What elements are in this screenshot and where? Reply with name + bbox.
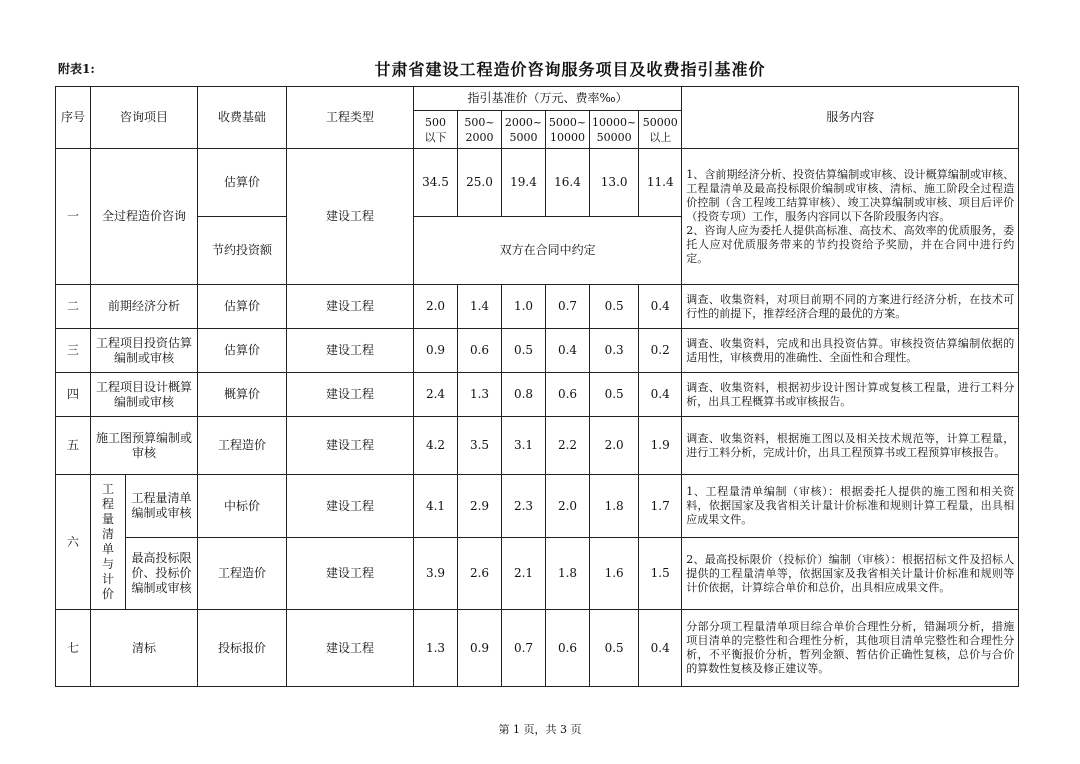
row-service: 调查、收集资料，完成和出具投资估算。审核投资估算编制依据的适用性，审核费用的准确性、全面性和合理性。: [682, 329, 1019, 373]
value-cell: 1.0: [502, 285, 546, 329]
table-row: [56, 475, 1019, 538]
row-item: 最高投标限价、投标价编制或审核: [126, 538, 198, 610]
value-cell: 11.4: [639, 149, 682, 217]
table-row: [56, 417, 1019, 475]
table-row: [56, 538, 1019, 610]
table-row: [56, 149, 1019, 217]
value-cell: 0.5: [590, 285, 639, 329]
group-label: 工程量清单与计价: [101, 482, 114, 601]
value-cell: 0.7: [502, 610, 546, 687]
value-cell: 0.8: [502, 373, 546, 417]
row-service: [682, 149, 1019, 285]
row-basis: 估算价: [198, 285, 287, 329]
value-cell: 2.0: [546, 475, 590, 538]
row-service: 调查、收集资料，对项目前期不同的方案进行经济分析，在技术可行性的前提下，推荐经济合理的最优的方案。: [682, 285, 1019, 329]
value-cell: 0.7: [546, 285, 590, 329]
row-project-type: 建设工程: [287, 329, 414, 373]
row-seq: 二: [56, 285, 91, 329]
value-cell: 0.5: [502, 329, 546, 373]
value-cell: 16.4: [546, 149, 590, 217]
value-cell: 0.4: [639, 285, 682, 329]
value-cell: 0.4: [546, 329, 590, 373]
value-cell: 1.8: [546, 538, 590, 610]
value-cell: 4.1: [414, 475, 458, 538]
value-cell: 2.4: [414, 373, 458, 417]
row-basis: 中标价: [198, 475, 287, 538]
value-cell: 0.2: [639, 329, 682, 373]
value-cell: 1.6: [590, 538, 639, 610]
row-item: 前期经济分析: [91, 285, 198, 329]
row-item: 工程项目投资估算编制或审核: [91, 329, 198, 373]
row-project-type: 建设工程: [287, 285, 414, 329]
header-range: 500~ 2000: [458, 111, 502, 149]
row-project-type: 建设工程: [287, 610, 414, 687]
value-cell: 2.3: [502, 475, 546, 538]
row-item: 全过程造价咨询: [91, 149, 198, 285]
value-cell: 2.0: [414, 285, 458, 329]
row-basis: 估算价: [198, 329, 287, 373]
row-project-type: 建设工程: [287, 538, 414, 610]
table-row: [56, 285, 1019, 329]
row-seq: 一: [56, 149, 91, 285]
header-price-group: 指引基准价（万元、费率‰）: [414, 87, 682, 111]
row-basis: 工程造价: [198, 417, 287, 475]
row-project-type: 建设工程: [287, 475, 414, 538]
row-seq: 六: [56, 475, 91, 610]
row-basis: 概算价: [198, 373, 287, 417]
table-row: [56, 373, 1019, 417]
document-title: 甘肃省建设工程造价咨询服务项目及收费指引基准价: [374, 60, 766, 79]
value-cell: 1.4: [458, 285, 502, 329]
value-cell: 34.5: [414, 149, 458, 217]
row-service: 1、工程量清单编制（审核）：根据委托人提供的施工图和相关资料，依据国家及我省相关计量计价标准和规则计算工程量，出具相应成果文件。: [682, 475, 1019, 538]
value-cell: 2.6: [458, 538, 502, 610]
value-cell: 19.4: [502, 149, 546, 217]
row-item: 清标: [91, 610, 198, 687]
header-project-type: 工程类型: [287, 87, 414, 149]
header-item: 咨询项目: [91, 87, 198, 149]
value-cell: 2.9: [458, 475, 502, 538]
table-row: [56, 610, 1019, 687]
row-project-type: 建设工程: [287, 373, 414, 417]
value-cell: 25.0: [458, 149, 502, 217]
row-basis: 工程造价: [198, 538, 287, 610]
row-seq: 三: [56, 329, 91, 373]
agreement-cell: 双方在合同中约定: [414, 217, 682, 285]
service-paragraph: 1、含前期经济分析、投资估算编制或审核、设计概算编制或审核、工程量清单及最高投标限价编制或审核、清标、施工阶段全过程造价控制（含工程竣工结算审核）、竣工决算编制或审核、项目后评价（投资专项）工作，服务内容同以下各阶段服务内容。: [686, 167, 1015, 223]
service-paragraph: 2、咨询人应为委托人提供高标准、高技术、高效率的优质服务，委托人应对优质服务带来的节约投资给予奖励，并在合同中进行约定。: [686, 223, 1015, 265]
value-cell: 0.6: [546, 610, 590, 687]
value-cell: 1.3: [414, 610, 458, 687]
value-cell: 2.2: [546, 417, 590, 475]
row-seq: 五: [56, 417, 91, 475]
header-row: [56, 87, 1019, 111]
fee-table: [55, 86, 1019, 687]
value-cell: 3.9: [414, 538, 458, 610]
value-cell: 0.4: [639, 610, 682, 687]
value-cell: 3.5: [458, 417, 502, 475]
value-cell: 0.5: [590, 373, 639, 417]
value-cell: 1.3: [458, 373, 502, 417]
row-basis: 投标报价: [198, 610, 287, 687]
value-cell: 0.5: [590, 610, 639, 687]
header-range: 5000~ 10000: [546, 111, 590, 149]
row-item: 工程量清单编制或审核: [126, 475, 198, 538]
header-basis: 收费基础: [198, 87, 287, 149]
header-range: 50000 以上: [639, 111, 682, 149]
row-project-type: 建设工程: [287, 417, 414, 475]
value-cell: 1.5: [639, 538, 682, 610]
value-cell: 0.4: [639, 373, 682, 417]
value-cell: 1.7: [639, 475, 682, 538]
header-range: 10000~ 50000: [590, 111, 639, 149]
header-service: 服务内容: [682, 87, 1019, 149]
row-service: 分部分项工程量清单项目综合单价合理性分析，错漏项分析，措施项目清单的完整性和合理性分析，其他项目清单完整性和合理性分析，不平衡报价分析，暂列金额、暂估价正确性复核，总价与合价的算数性复核及修正建议等。: [682, 610, 1019, 687]
row-seq: 七: [56, 610, 91, 687]
value-cell: 0.3: [590, 329, 639, 373]
value-cell: 0.6: [458, 329, 502, 373]
row-seq: 四: [56, 373, 91, 417]
value-cell: 2.1: [502, 538, 546, 610]
value-cell: 4.2: [414, 417, 458, 475]
attachment-label: 附表1:: [58, 62, 95, 76]
header-range: 500 以下: [414, 111, 458, 149]
value-cell: 0.6: [546, 373, 590, 417]
value-cell: 13.0: [590, 149, 639, 217]
row-service: 2、最高投标限价（投标价）编制（审核）：根据招标文件及招标人提供的工程量清单等，依据国家及我省相关计量计价标准和规则等计价依据，计算综合单价和总价，出具相应成果文件。: [682, 538, 1019, 610]
row-service: 调查、收集资料，根据施工图以及相关技术规范等，计算工程量，进行工料分析，完成计价，出具工程预算书或工程预算审核报告。: [682, 417, 1019, 475]
value-cell: 3.1: [502, 417, 546, 475]
table-row: [56, 329, 1019, 373]
row-project-type: 建设工程: [287, 149, 414, 285]
value-cell: 2.0: [590, 417, 639, 475]
row-group: [91, 475, 126, 610]
value-cell: 0.9: [414, 329, 458, 373]
header-seq: 序号: [56, 87, 91, 149]
value-cell: 1.8: [590, 475, 639, 538]
row-item: 施工图预算编制或审核: [91, 417, 198, 475]
row-basis: 估算价: [198, 149, 287, 217]
row-item: 工程项目设计概算编制或审核: [91, 373, 198, 417]
value-cell: 1.9: [639, 417, 682, 475]
header-range: 2000~ 5000: [502, 111, 546, 149]
value-cell: 0.9: [458, 610, 502, 687]
row-service: 调查、收集资料，根据初步设计图计算或复核工程量，进行工料分析，出具工程概算书或审核报告。: [682, 373, 1019, 417]
row-basis: 节约投资额: [198, 217, 287, 285]
page-footer: 第 1 页，共 3 页: [498, 723, 582, 736]
